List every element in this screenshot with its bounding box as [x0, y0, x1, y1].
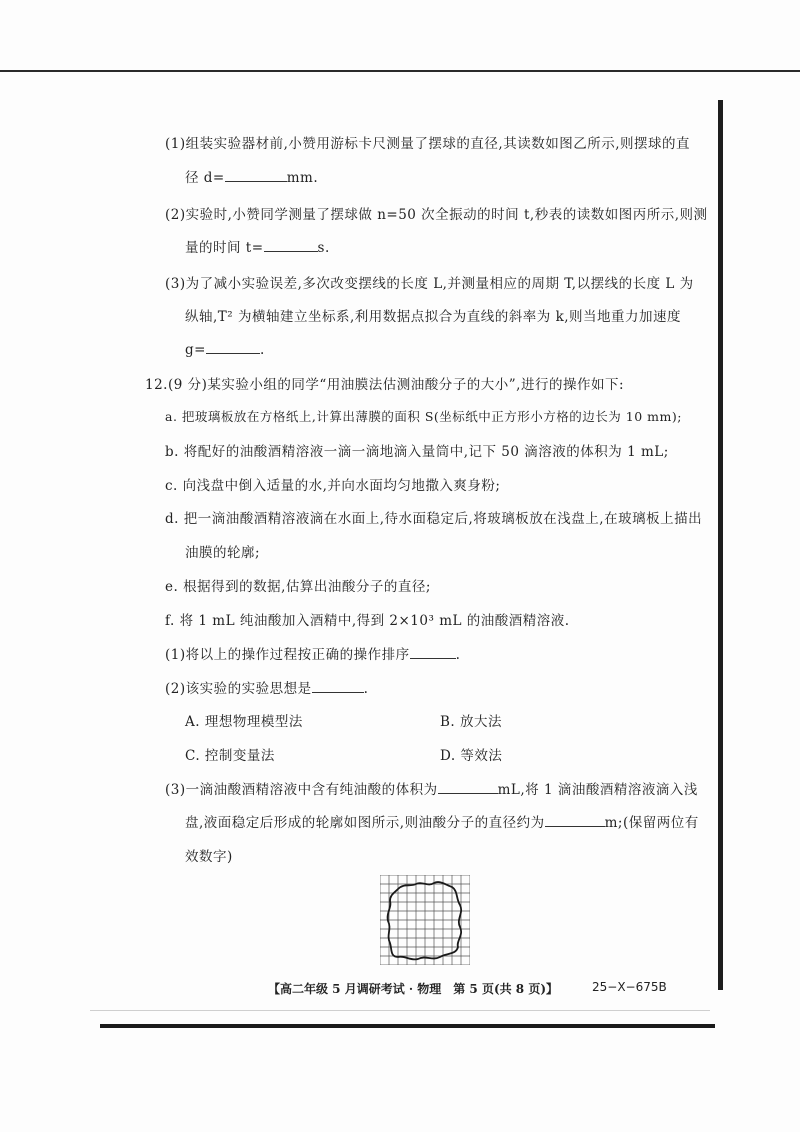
q11-part2-line2 — [185, 236, 330, 256]
q12-title: 12.(9 分)某实验小组的同学“用油膜法估测油酸分子的大小”,进行的操作如下: — [145, 377, 625, 393]
q12-sub3-line2 — [185, 811, 699, 831]
answer-blank-order[interactable] — [410, 644, 456, 659]
q12-sub2 — [165, 677, 368, 697]
q11-part3-line2: 纵轴,T² 为横轴建立坐标系,利用数据点拟合为直线的斜率为 k,则当地重力加速度 — [185, 309, 682, 325]
q11-part2-prefix: 量的时间 t= — [185, 240, 264, 256]
q12-sub3-line2-suffix: m;(保留两位有 — [604, 815, 699, 831]
answer-blank-g[interactable] — [206, 339, 260, 354]
answer-blank-diameter[interactable] — [545, 812, 605, 827]
answer-blank-t[interactable] — [264, 237, 318, 252]
option-b: B. 放大法 — [440, 714, 503, 730]
bottom-rule — [100, 1024, 715, 1028]
q12-sub3-line3: 效数字) — [185, 849, 233, 865]
paper-code: 25−X−675B — [592, 980, 667, 994]
bottom-faint-rule — [90, 1010, 710, 1011]
q12-sub3-line2-prefix: 盘,液面稳定后形成的轮廓如图所示,则油酸分子的直径约为 — [185, 815, 545, 831]
q11-part3-suffix: . — [259, 342, 265, 358]
q12-step-d-line2: 油膜的轮廓; — [185, 545, 261, 561]
q11-part3-line1: (3)为了减小实验误差,多次改变摆线的长度 L,并测量相应的周期 T,以摆线的长度 L 为 — [165, 276, 694, 292]
q12-sub1 — [165, 643, 460, 663]
answer-blank-d[interactable] — [225, 167, 287, 182]
q12-sub2-suffix: . — [363, 681, 369, 697]
q11-part3-prefix: g= — [185, 342, 206, 358]
q11-part1-line1: (1)组装实验器材前,小赞用游标卡尺测量了摆球的直径,其读数如图乙所示,则摆球的直 — [165, 136, 690, 152]
oil-film-grid-figure — [380, 875, 470, 965]
grid-lines — [380, 875, 470, 965]
q11-part2-line1: (2)实验时,小赞同学测量了摆球做 n=50 次全振动的时间 t,秒表的读数如图丙所示,则测 — [165, 207, 708, 223]
option-a: A. 理想物理模型法 — [185, 714, 303, 730]
q12-step-a: a. 把玻璃板放在方格纸上,计算出薄膜的面积 S(坐标纸中正方形小方格的边长为 10 mm); — [165, 409, 682, 424]
q12-step-b: b. 将配好的油酸酒精溶液一滴一滴地滴入量筒中,记下 50 滴溶液的体积为 1 mL; — [165, 444, 669, 460]
q11-part1-prefix: 径 d= — [185, 170, 225, 186]
right-margin-bar — [718, 100, 723, 990]
q12-sub2-prefix: (2)该实验的实验思想是 — [165, 681, 312, 697]
answer-blank-volume[interactable] — [438, 779, 498, 794]
q11-part1-suffix: mm. — [286, 170, 319, 186]
q11-part2-suffix: s. — [317, 240, 330, 256]
q12-sub3-suffix: mL,将 1 滴油酸酒精溶液滴入浅 — [497, 782, 698, 798]
q12-step-e: e. 根据得到的数据,估算出油酸分子的直径; — [165, 579, 431, 595]
q11-part1-line2 — [185, 166, 318, 186]
q12-step-c: c. 向浅盘中倒入适量的水,并向水面均匀地撒入爽身粉; — [165, 478, 501, 494]
q12-sub3-line1 — [165, 778, 698, 798]
q12-sub1-suffix: . — [455, 647, 461, 663]
page-footer: 【高二年级 5 月调研考试 · 物理 第 5 页(共 8 页)】 — [268, 982, 559, 996]
oil-film-outline — [388, 882, 462, 959]
answer-blank-method[interactable] — [312, 678, 364, 693]
q12-sub3-prefix: (3)一滴油酸酒精溶液中含有纯油酸的体积为 — [165, 782, 438, 798]
q11-part3-line3 — [185, 339, 265, 358]
option-d: D. 等效法 — [440, 748, 503, 764]
top-rule — [0, 70, 800, 72]
q12-sub1-prefix: (1)将以上的操作过程按正确的操作排序 — [165, 647, 410, 663]
q12-step-d-line1: d. 把一滴油酸酒精溶液滴在水面上,待水面稳定后,将玻璃板放在浅盘上,在玻璃板上描出 — [165, 511, 703, 527]
oil-film-grid-svg — [380, 875, 470, 965]
q12-step-f: f. 将 1 mL 纯油酸加入酒精中,得到 2×10³ mL 的油酸酒精溶液. — [165, 613, 570, 629]
option-c: C. 控制变量法 — [185, 748, 275, 764]
